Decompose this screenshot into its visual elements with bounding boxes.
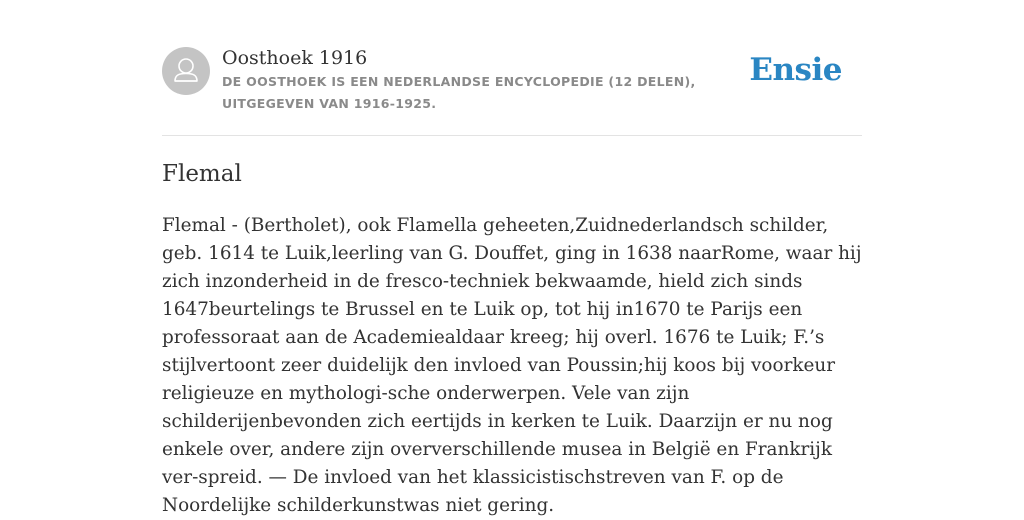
page-content (162, 0, 862, 516)
source-avatar[interactable] (162, 47, 210, 95)
source-description: DE OOSTHOEK IS EEN NEDERLANDSE ENCYCLOPEDIE (12 DELEN), UITGEGEVEN VAN 1916-1925. (222, 74, 696, 111)
source-header (162, 0, 862, 136)
source-name[interactable]: Oosthoek 1916 (222, 47, 368, 69)
article-body: Flemal - (Bertholet), ook Flamella geheeten,Zuidnederlandsch schilder, geb. 1614 te Luik,leerling van G. Douffet, ging in 1638 naarRome, waar hij zich inzonderheid in de fresco-techniek bekwaamde, hield zich sinds 1647beurtelings te Brussel en te Luik op, tot hij in1670 te Parijs een professoraat aan de Academiealdaar kreeg; hij overl. 1676 te Luik; F.’s stijlvertoont zeer duidelijk den invloed van Poussin;hij koos bij voorkeur religieuze en mythologi-sche onderwerpen. Vele van zijn schilderijenbevonden zich eertijds in kerken te Luik. Daarzijn er nu nog enkele over, andere zijn oververschillende musea in België en Frankrijk ver-spreid. — De invloed van het klassicistischstreven van F. op de Noordelijke schilderkunstwas niet gering. (162, 215, 862, 516)
article-title: Flemal (162, 161, 242, 187)
brand-logo[interactable]: Ensie (749, 52, 842, 88)
user-icon (162, 47, 210, 95)
